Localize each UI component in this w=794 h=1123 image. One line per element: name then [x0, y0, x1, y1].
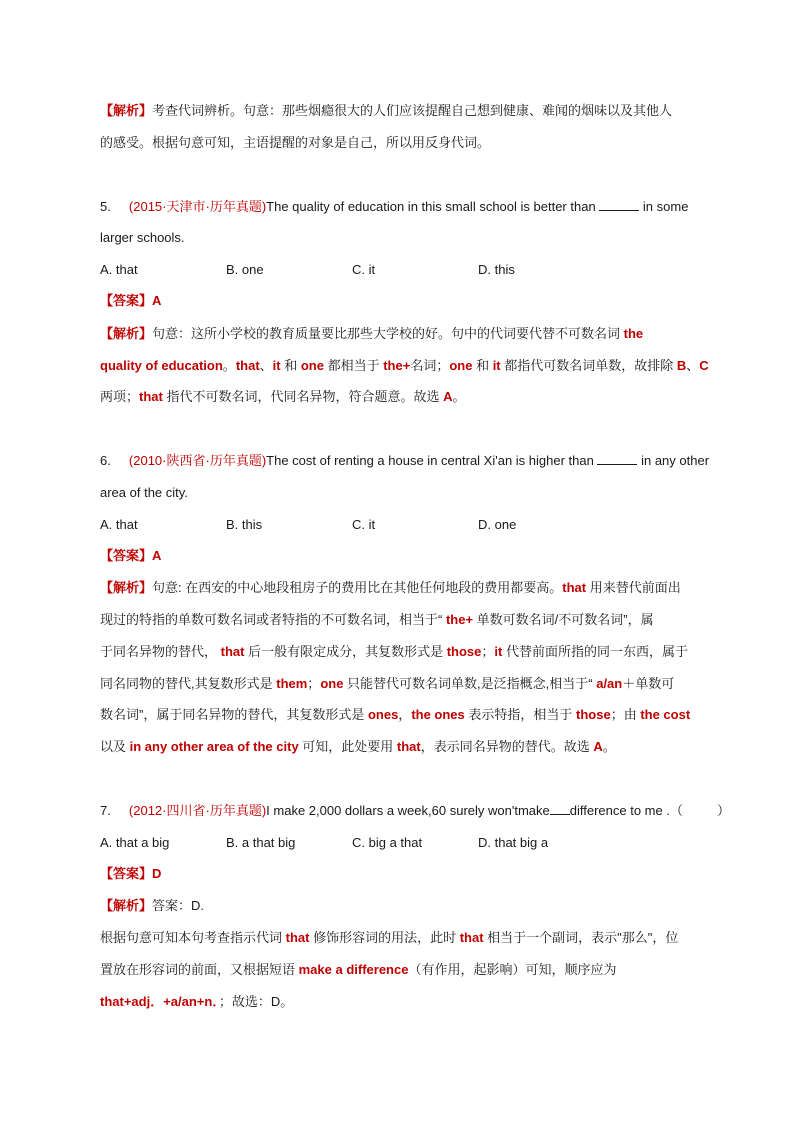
- q7-analysis-line-3: [100, 961, 722, 979]
- option-d: D. this: [478, 262, 515, 277]
- q4-analysis-line-1: [100, 102, 722, 120]
- analysis-text: 修饰形容词的用法，此时: [309, 930, 460, 945]
- q4-analysis-line-2: [100, 134, 490, 152]
- analysis-text: ；故选：D。: [218, 994, 294, 1009]
- analysis-text: 同名同物的替代,其复数形式是: [100, 676, 277, 691]
- analysis-text: 都相当于: [323, 358, 384, 373]
- analysis-keyword: that+adj．+a/an+n．: [100, 994, 219, 1009]
- q6-analysis-line-3: [100, 643, 722, 661]
- analysis-keyword: it: [492, 358, 501, 373]
- analysis-text: 以及: [100, 739, 130, 754]
- question-source: (2012·四川省·历年真题): [128, 803, 267, 818]
- q7-analysis-line-4: [100, 993, 293, 1011]
- analysis-text: 数名词”，属于同名异物的替代，其复数形式是: [100, 707, 368, 722]
- analysis-keyword: A: [443, 389, 453, 404]
- option-d: D. that big a: [478, 835, 549, 850]
- q7-options: [100, 834, 604, 852]
- q6-analysis-line-2: [100, 611, 722, 629]
- question-text: difference to me .（: [569, 803, 683, 818]
- q7-analysis-line-2: [100, 929, 722, 947]
- analysis-keyword: one: [300, 358, 324, 373]
- q4-analysis-text: 考查代词辨析。句意：那些烟瘾很大的人们应该提醒自己想到健康、难闻的烟味以及其他人: [152, 103, 673, 118]
- analysis-keyword: ones: [367, 707, 399, 722]
- analysis-text: 可知，此处要用: [298, 739, 397, 754]
- analysis-keyword: the ones: [411, 707, 465, 722]
- q5-stem-line-2: [100, 229, 185, 247]
- option-a: A. that: [100, 262, 138, 277]
- q5-options: [100, 261, 604, 279]
- analysis-keyword: the+: [383, 358, 411, 373]
- question-text: area of the city.: [100, 485, 188, 500]
- q5-analysis-line-1: [100, 325, 722, 343]
- analysis-tag: 【解析】: [100, 103, 153, 118]
- analysis-keyword: it: [272, 358, 281, 373]
- answer-blank: [599, 198, 639, 211]
- analysis-keyword: them: [276, 676, 308, 691]
- answer-tag: 【答案】: [100, 548, 153, 563]
- option-a: A. that: [100, 517, 138, 532]
- analysis-keyword: the cost: [640, 707, 691, 722]
- analysis-keyword: that: [139, 389, 163, 404]
- option-b: B. a that big: [226, 835, 296, 850]
- analysis-text: 都指代可数名词单数，故排除: [500, 358, 677, 373]
- analysis-keyword: in any other area of the city: [129, 739, 299, 754]
- analysis-text: 根据句意可知本句考查指示代词: [100, 930, 286, 945]
- q6-analysis-line-6: [100, 738, 616, 756]
- q7-analysis-line-1: [100, 897, 204, 915]
- q4-analysis-text: 的感受。根据句意可知，主语提醒的对象是自己，所以用反身代词。: [100, 135, 491, 150]
- analysis-text: ＋单数可: [622, 676, 675, 691]
- q7-answer: [100, 865, 161, 883]
- analysis-keyword: those: [576, 707, 611, 722]
- answer-blank: [597, 452, 637, 465]
- analysis-tag: 【解析】: [100, 898, 153, 913]
- question-source: (2010·陕西省·历年真题): [128, 453, 267, 468]
- analysis-keyword: one: [320, 676, 344, 691]
- analysis-tag: 【解析】: [100, 580, 153, 595]
- analysis-text: 句意: 在西安的中心地段租房子的费用比在其他任何地段的费用都要高。: [152, 580, 563, 595]
- analysis-keyword: quality of education: [100, 358, 223, 373]
- question-text: in any other: [641, 453, 710, 468]
- analysis-text: 于同名异物的替代，: [100, 644, 221, 659]
- answer-tag: 【答案】: [100, 293, 153, 308]
- question-text: The quality of education in this small school is better than: [266, 199, 596, 214]
- analysis-keyword: the+: [445, 612, 474, 627]
- answer-blank: [550, 802, 570, 815]
- analysis-text: 名词；: [410, 358, 450, 373]
- analysis-text: 用来替代前面出: [586, 580, 681, 595]
- analysis-text: 。: [452, 389, 466, 404]
- analysis-keyword: make a difference: [298, 962, 409, 977]
- analysis-text: 相当于一个副词，表示"那么"，位: [483, 930, 679, 945]
- option-c: C. it: [352, 262, 376, 277]
- analysis-text: ；: [481, 644, 495, 659]
- analysis-keyword: a/an: [596, 676, 623, 691]
- analysis-text: 代替前面所指的同一东西，属于: [502, 644, 688, 659]
- analysis-text: 和: [472, 358, 493, 373]
- question-number: 5.: [100, 199, 111, 214]
- q6-stem-line-2: [100, 484, 188, 502]
- analysis-keyword: that: [220, 644, 245, 659]
- analysis-keyword: those: [446, 644, 482, 659]
- q5-answer: [100, 292, 161, 310]
- question-text: The cost of renting a house in central Xi'an is higher than: [266, 453, 594, 468]
- q6-options: [100, 516, 604, 534]
- analysis-keyword: that: [459, 930, 484, 945]
- q6-answer: [100, 547, 161, 565]
- analysis-text: 置放在形容词的前面，又根据短语: [100, 962, 299, 977]
- analysis-text: （有作用，起影响）可知，顺序应为: [408, 962, 617, 977]
- analysis-keyword: C: [699, 358, 709, 373]
- analysis-text: 现过的特指的单数可数名词或者特指的不可数名词，相当于“: [100, 612, 446, 627]
- analysis-text: 两项；: [100, 389, 140, 404]
- question-source: (2015·天津市·历年真题): [128, 199, 267, 214]
- option-a: A. that a big: [100, 835, 170, 850]
- q6-analysis-line-1: [100, 579, 722, 597]
- analysis-keyword: it: [494, 644, 503, 659]
- analysis-tag: 【解析】: [100, 326, 153, 341]
- analysis-text: 。: [602, 739, 616, 754]
- question-text: 60 surely won'tmake: [431, 803, 550, 818]
- analysis-text: ，: [398, 707, 412, 722]
- answer-value: A: [152, 548, 162, 563]
- option-b: B. this: [226, 517, 263, 532]
- analysis-keyword: the: [623, 326, 644, 341]
- analysis-text: 句意：这所小学校的教育质量要比那些大学校的好。句中的代词要代替不可数名词: [152, 326, 621, 341]
- analysis-keyword: that: [285, 930, 310, 945]
- question-number: 6.: [100, 453, 111, 468]
- analysis-text: 指代不可数名词，代同名异物，符合题意。故选: [162, 389, 444, 404]
- answer-value: D: [152, 866, 162, 881]
- q6-analysis-line-4: [100, 675, 722, 693]
- analysis-keyword: that: [235, 358, 260, 373]
- analysis-text: 单数可数名词/不可数名词”，属: [473, 612, 654, 627]
- answer-value: A: [152, 293, 162, 308]
- analysis-text: 、: [686, 358, 700, 373]
- question-text: I make 2,000 dollars a week,: [266, 803, 432, 818]
- q5-analysis-line-3: [100, 388, 466, 406]
- analysis-keyword: that: [562, 580, 587, 595]
- q6-analysis-line-5: [100, 706, 722, 724]
- answer-tag: 【答案】: [100, 866, 153, 881]
- analysis-keyword: one: [449, 358, 473, 373]
- option-c: C. it: [352, 517, 376, 532]
- analysis-text: 答案：D.: [152, 898, 205, 913]
- q5-analysis-line-2: [100, 357, 722, 375]
- q5-stem: [100, 198, 722, 216]
- analysis-keyword: that: [396, 739, 421, 754]
- analysis-text: 只能替代可数名词单数,是泛指概念,相当于“: [343, 676, 597, 691]
- analysis-text: ；由: [610, 707, 641, 722]
- analysis-text: ，表示同名异物的替代。故选: [420, 739, 594, 754]
- analysis-text: 和: [280, 358, 301, 373]
- analysis-keyword: A: [593, 739, 603, 754]
- analysis-keyword: B: [676, 358, 687, 373]
- analysis-text: 后一般有限定成分，其复数形式是: [244, 644, 447, 659]
- option-c: C. big a that: [352, 835, 423, 850]
- question-text: ）: [716, 803, 730, 818]
- option-b: B. one: [226, 262, 264, 277]
- analysis-text: 。: [222, 358, 236, 373]
- question-text: larger schools.: [100, 230, 185, 245]
- option-d: D. one: [478, 517, 517, 532]
- q6-stem: [100, 452, 722, 470]
- q7-stem: [100, 802, 730, 820]
- analysis-text: 表示特指，相当于: [464, 707, 577, 722]
- analysis-text: ；: [307, 676, 321, 691]
- analysis-text: 、: [259, 358, 273, 373]
- question-text: in some: [642, 199, 689, 214]
- question-number: 7.: [100, 803, 111, 818]
